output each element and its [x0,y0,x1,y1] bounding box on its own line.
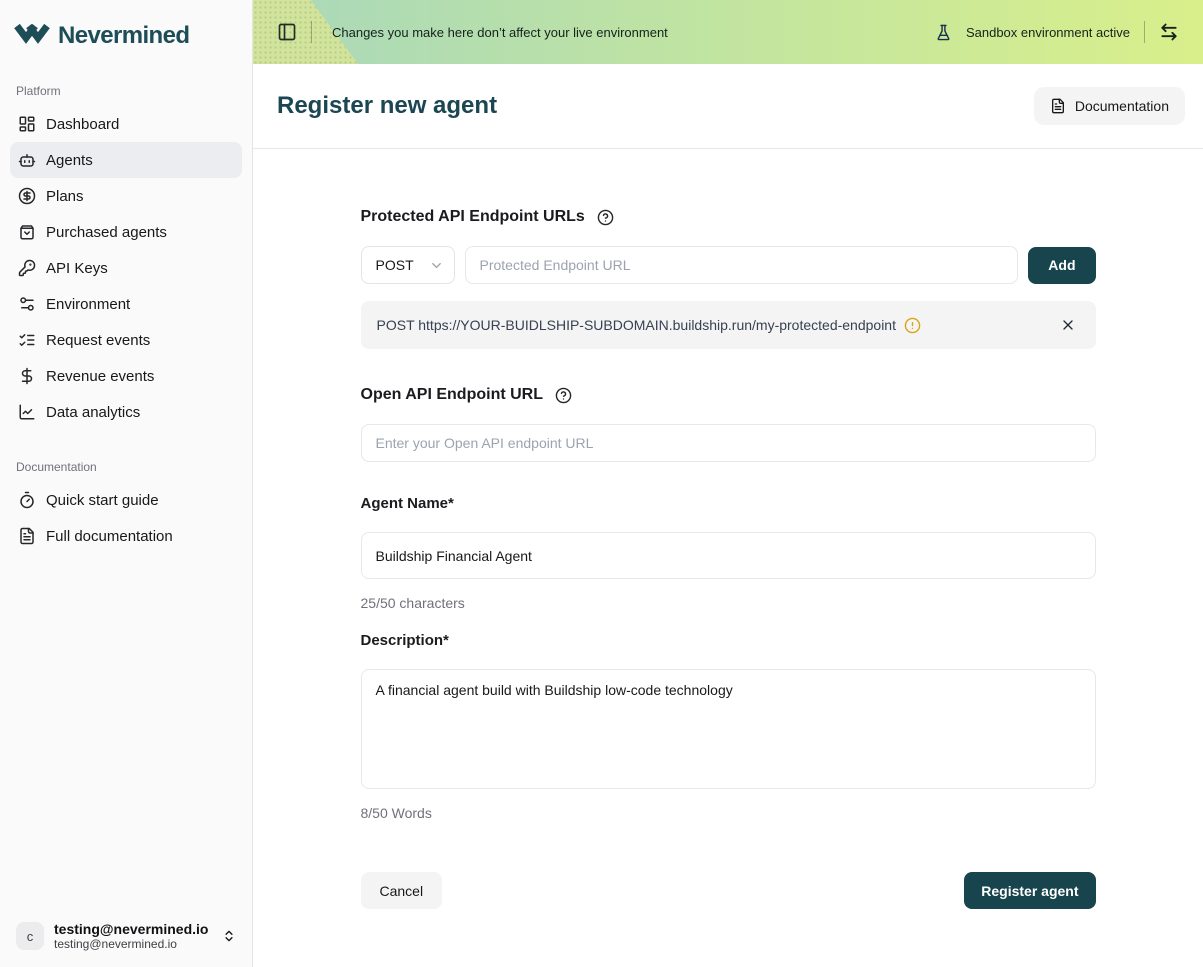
settings-sliders-icon [18,295,36,313]
documentation-button[interactable] [1034,87,1185,125]
register-agent-form [253,149,1203,967]
sidebar-section-documentation: Documentation [16,460,97,474]
sidebar-item-quick-start-guide[interactable] [10,482,242,518]
brand-logo[interactable] [10,16,242,50]
description-textarea[interactable] [361,669,1096,789]
description-word-count: 8/50 Words [360,805,432,821]
page-header [253,64,1203,149]
help-circle-icon[interactable] [555,387,572,404]
sidebar-section-platform: Platform [16,84,61,98]
sidebar-item-data-analytics[interactable] [10,394,242,430]
sidebar [0,0,253,967]
file-text-icon [1050,98,1066,114]
sidebar-item-api-keys[interactable] [10,250,242,286]
sidebar-item-label: Quick start guide [46,491,159,509]
endpoint-entry-row [361,301,1096,349]
agent-name-input[interactable] [361,532,1096,579]
main-area [253,0,1203,967]
sidebar-item-label: API Keys [46,259,108,277]
panel-left-toggle-icon[interactable] [277,22,297,42]
alert-circle-icon [904,317,921,334]
sidebar-item-plans[interactable] [10,178,242,214]
chevron-down-icon [429,258,444,273]
user-name: testing@nevermined.io [54,921,209,937]
swap-environment-icon[interactable] [1159,22,1179,42]
avatar: c [16,922,44,950]
protected-endpoint-url-input[interactable] [465,246,1019,284]
sidebar-item-purchased-agents[interactable] [10,214,242,250]
timer-icon [18,491,36,509]
register-agent-button[interactable]: Register agent [964,872,1095,909]
sidebar-item-environment[interactable] [10,286,242,322]
nevermined-chevrons-icon [14,23,50,49]
sidebar-item-request-events[interactable] [10,322,242,358]
open-api-endpoint-input[interactable] [361,424,1096,462]
file-text-icon [18,527,36,545]
sandbox-warning-text: Changes you make here don’t affect your live environment [332,24,668,40]
chevrons-up-down-icon [222,929,236,943]
agent-name-label: Agent Name* [360,495,454,512]
close-icon [1060,317,1076,333]
http-method-value: POST [375,257,414,273]
description-label: Description* [360,632,449,649]
list-checks-icon [18,331,36,349]
protected-endpoints-label: Protected API Endpoint URLs [360,208,585,225]
sidebar-item-agents[interactable] [10,142,242,178]
shopping-bag-icon [18,223,36,241]
banner-divider [311,21,312,43]
sidebar-item-revenue-events[interactable] [10,358,242,394]
documentation-button-label: Documentation [1074,98,1169,114]
cancel-button[interactable]: Cancel [361,872,443,909]
dollar-sign-icon [18,367,36,385]
brand-name: Nevermined [58,22,190,49]
chart-line-icon [18,403,36,421]
open-api-endpoint-label: Open API Endpoint URL [360,386,543,403]
remove-endpoint-button[interactable] [1056,313,1080,337]
sidebar-item-label: Request events [46,331,151,349]
flask-icon [935,24,952,41]
key-icon [18,259,36,277]
add-endpoint-button[interactable]: Add [1028,247,1095,284]
sidebar-item-label: Plans [46,187,84,205]
dashboard-icon [18,115,36,133]
banner-divider [1144,21,1145,43]
dollar-circle-icon [18,187,36,205]
help-circle-icon[interactable] [597,209,614,226]
sidebar-item-label: Agents [46,151,93,169]
sandbox-status-text: Sandbox environment active [965,24,1130,40]
sidebar-item-label: Environment [46,295,131,313]
endpoint-entry-text: POST https://YOUR-BUIDLSHIP-SUBDOMAIN.buildship.run/my-protected-endpoint [376,317,896,333]
sidebar-item-label: Purchased agents [46,223,167,241]
page-title: Register new agent [277,92,498,119]
user-menu[interactable] [10,915,242,957]
user-email: testing@nevermined.io [54,937,177,951]
sidebar-item-label: Full documentation [46,527,173,545]
sidebar-item-dashboard[interactable] [10,106,242,142]
sidebar-item-full-documentation[interactable] [10,518,242,554]
sidebar-item-label: Revenue events [46,367,155,385]
sidebar-item-label: Dashboard [46,115,120,133]
http-method-select[interactable] [361,246,455,284]
bot-icon [18,151,36,169]
sandbox-banner [253,0,1203,64]
agent-name-char-count: 25/50 characters [360,595,465,611]
sidebar-item-label: Data analytics [46,403,141,421]
